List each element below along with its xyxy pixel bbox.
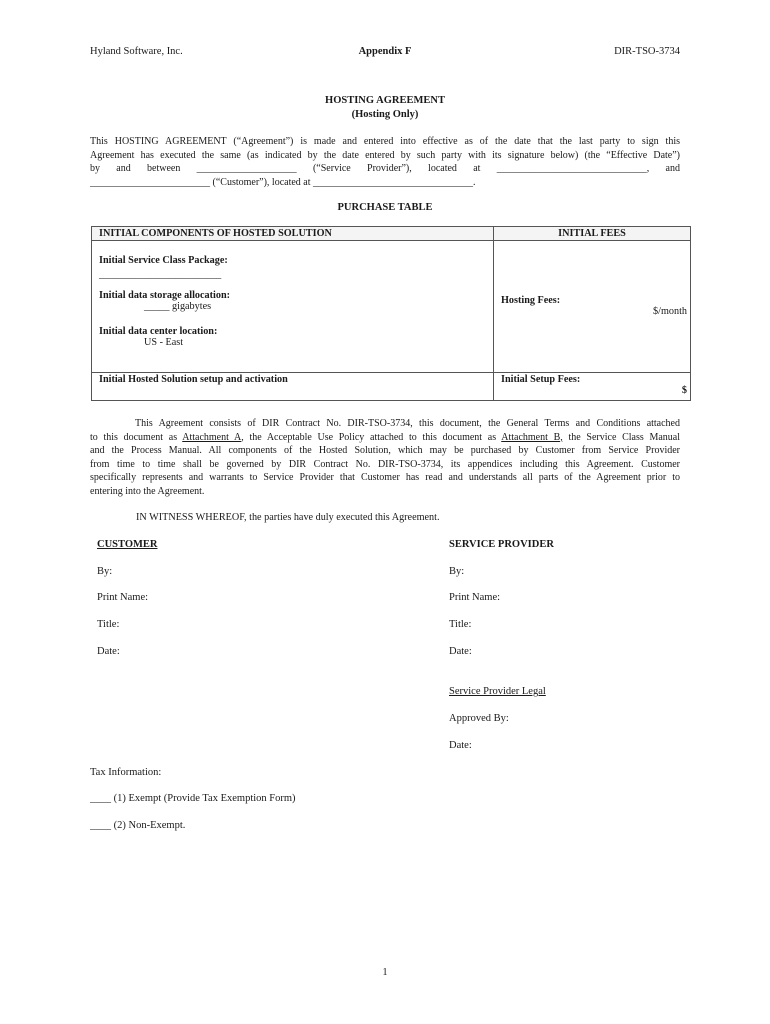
setup-fees-field[interactable]: $ [681,385,687,396]
intro-word: (“Service [312,163,351,175]
customer-title-field[interactable]: Title: [97,619,120,630]
hosting-fees-field[interactable]: $/month [653,306,687,317]
provider-header: SERVICE PROVIDER [449,539,554,550]
service-class-blank[interactable]: ________________________ [99,269,222,280]
header-contract-number: DIR-TSO-3734 [614,46,680,57]
hosting-fees-label: Hosting Fees: [501,295,561,306]
provider-by-field[interactable]: By: [449,566,465,577]
agreement-line: entering into the Agreement. [90,485,205,497]
attachment-a-link: Attachment A [182,431,242,443]
tax-exempt-option[interactable]: ____ (1) Exempt (Provide Tax Exemption Form) [90,793,296,804]
tax-info-label: Tax Information: [90,767,162,778]
legal-header: Service Provider Legal [449,686,546,697]
storage-label: Initial data storage allocation: [99,290,231,301]
intro-word: and [116,163,131,175]
agreement-paragraph [90,417,680,499]
table-header-fees: INITIAL FEES [494,227,691,241]
intro-line: This HOSTING AGREEMENT (“Agreement”) is made and entered into effective as of the date that the last party to sign this [90,136,680,147]
setup-fees-cell [494,373,691,401]
setup-label: Initial Hosted Solution setup and activation [92,373,494,401]
intro-line: ________________________ (“Customer”), located at ________________________________. [90,176,476,188]
table-header-components: INITIAL COMPONENTS OF HOSTED SOLUTION [92,227,494,241]
customer-by-field[interactable]: By: [97,566,113,577]
header-appendix: Appendix F [358,46,412,57]
agreement-text: to this document as [90,431,183,443]
intro-word: Provider”), [367,163,412,175]
purchase-table-heading: PURCHASE TABLE [337,202,433,213]
datacenter-label: Initial data center location: [99,326,218,337]
components-cell [92,241,494,373]
intro-word: between [147,163,181,175]
customer-date-field[interactable]: Date: [97,646,120,657]
intro-word: and [665,163,680,175]
storage-gigabytes-field[interactable]: _____ gigabytes [144,301,212,312]
witness-statement: IN WITNESS WHEREOF, the parties have duly executed this Agreement. [136,512,440,523]
fees-cell [494,241,691,373]
legal-approved-by-field[interactable]: Approved By: [449,713,509,724]
legal-date-field[interactable]: Date: [449,740,472,751]
customer-header: CUSTOMER [97,539,158,550]
page-number: 1 [382,967,388,978]
document-title: HOSTING AGREEMENT [325,95,445,106]
datacenter-value: US - East [144,337,184,348]
header-company: Hyland Software, Inc. [90,46,183,57]
document-subtitle: (Hosting Only) [351,109,419,120]
provider-date-field[interactable]: Date: [449,646,472,657]
intro-line [90,162,680,176]
agreement-line: This Agreement consists of DIR Contract No. DIR-TSO-3734, this document, the General Terms and Conditions attached [135,418,680,429]
service-provider-address-blank[interactable]: ______________________________, [496,163,650,175]
purchase-table [91,226,691,401]
intro-paragraph [90,135,680,189]
agreement-text: the Service Class Manual [562,431,680,443]
agreement-line [90,431,680,445]
agreement-line: specifically represents and warrants to Service Provider that Customer has read and understands all parts of the Agreement prior to [90,472,680,484]
setup-fees-label: Initial Setup Fees: [501,374,581,385]
agreement-line: and the Process Manual. All components of the Hosted Solution, which may be purchased by Customer from Service Provider [90,445,680,457]
provider-title-field[interactable]: Title: [449,619,472,630]
intro-word: by [90,163,100,175]
attachment-b-link: Attachment B, [501,431,563,443]
customer-print-name-field[interactable]: Print Name: [97,592,149,603]
service-class-label: Initial Service Class Package: [99,255,228,266]
agreement-line: from time to time shall be governed by DIR Contract No. DIR-TSO-3734, its appendices including this Agreement. Customer [90,458,680,470]
intro-line: Agreement has executed the same (as indicated by the date entered by such party with its signature below) (the “Effective Date”) [90,149,680,161]
intro-word: at [473,163,481,175]
tax-non-exempt-option[interactable]: ____ (2) Non-Exempt. [90,820,186,831]
intro-word: located [428,163,457,175]
service-provider-name-blank[interactable]: ____________________ [196,163,297,175]
agreement-text: , the Acceptable Use Policy attached to this document as [241,431,502,443]
provider-print-name-field[interactable]: Print Name: [449,592,501,603]
